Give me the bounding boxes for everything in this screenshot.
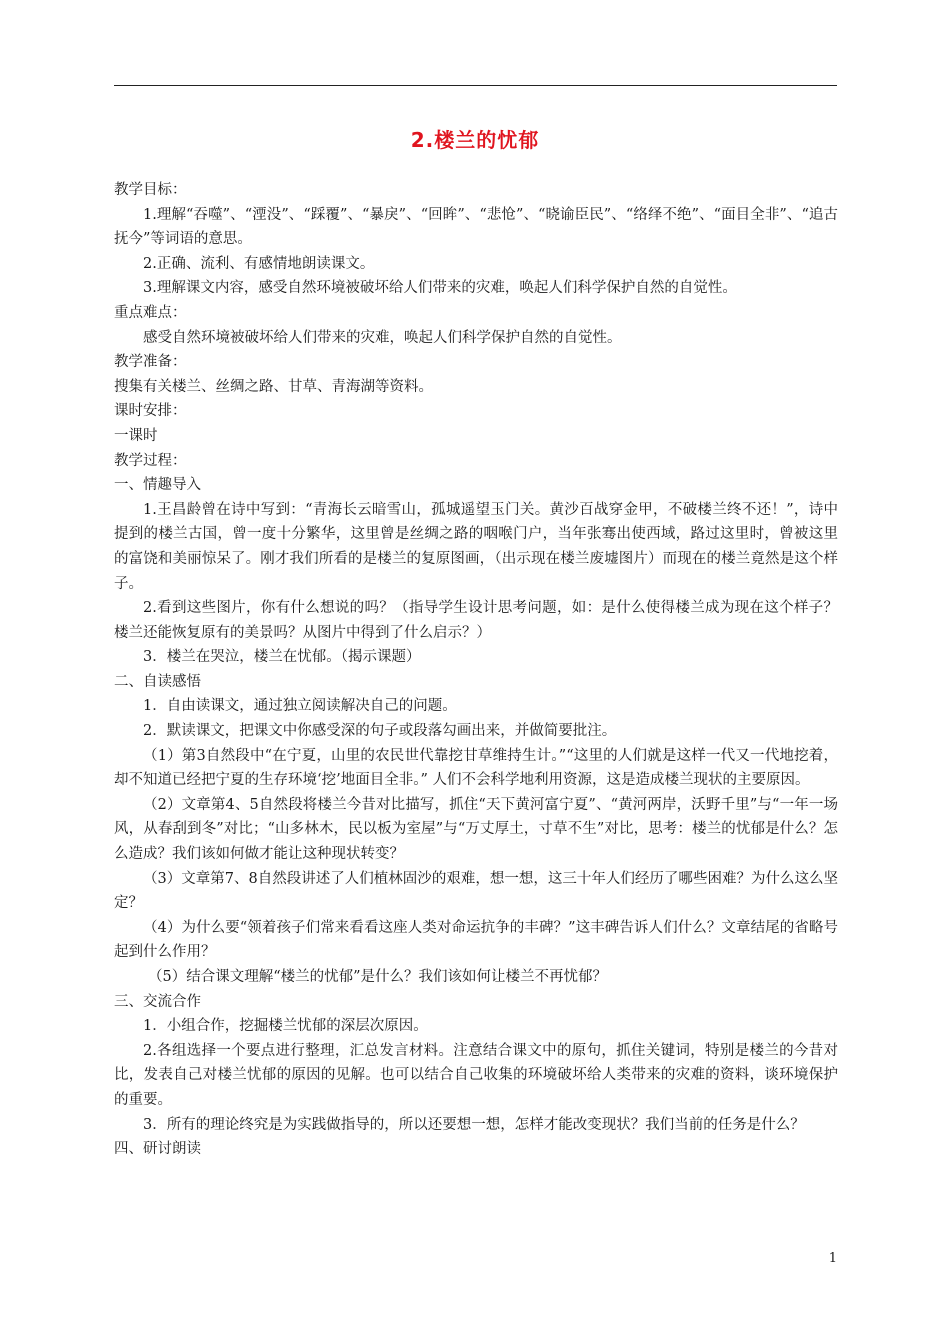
paragraph: 1．小组合作，挖掘楼兰忧郁的深层次原因。 xyxy=(143,1018,428,1035)
paragraph: 3．所有的理论终究是为实践做指导的，所以还要想一想，怎样才能改变现状？我们当前的任务是什么？ xyxy=(143,1116,805,1133)
paragraph: 2.各组选择一个要点进行整理，汇总发言材料。注意结合课文中的原句，抓住关键词，特别是楼兰的今昔对比，发表自己对楼兰忧郁的原因的见解。也可以结合自己收集的环境破坏给人类带来的灾难的资料，谈环境保护的重要。 xyxy=(114,1042,838,1108)
paragraph: 教学目标： xyxy=(114,182,187,198)
paragraph: （1）第3自然段中“在宁夏，山里的农民世代靠挖甘草维持生计。”“这里的人们就是这样一代又一代地挖着，却不知道已经把宁夏的生存环境‘挖’地面目全非。” 人们不会科学地利用资源，这是造成楼兰现状的主要原因。 xyxy=(114,747,838,789)
page-number: 1 xyxy=(828,1251,837,1266)
document-body xyxy=(114,178,838,1162)
paragraph: 一课时 xyxy=(114,427,158,444)
paragraph: 教学过程： xyxy=(114,452,187,469)
paragraph: 3.理解课文内容，感受自然环境被破坏给人们带来的灾难，唤起人们科学保护自然的自觉性。 xyxy=(143,280,737,297)
paragraph: 课时安排： xyxy=(114,403,187,420)
paragraph: 2．默读课文，把课文中你感受深的句子或段落勾画出来，并做简要批注。 xyxy=(143,723,617,740)
paragraph: 2.正确、流利、有感情地朗读课文。 xyxy=(143,255,375,272)
paragraph: 教学准备： xyxy=(114,354,187,371)
paragraph: 三、交流合作 xyxy=(114,993,201,1010)
paragraph: 1.理解“吞噬”、“湮没”、“踩覆”、“暴戾”、“回眸”、“悲怆”、“晓谕臣民”、“络绎不绝”、“面目全非”、“追古抚今”等词语的意思。 xyxy=(114,206,838,248)
paragraph: 四、研讨朗读 xyxy=(114,1141,201,1158)
paragraph: （3）文章第7、8自然段讲述了人们植林固沙的艰难，想一想，这三十年人们经历了哪些困难？为什么这么坚定？ xyxy=(114,870,838,912)
paragraph: 感受自然环境被破坏给人们带来的灾难，唤起人们科学保护自然的自觉性。 xyxy=(143,329,622,346)
paragraph: （4）为什么要“领着孩子们常来看看这座人类对命运抗争的丰碑？”这丰碑告诉人们什么？文章结尾的省略号起到什么作用？ xyxy=(114,919,838,961)
header-rule xyxy=(114,85,837,86)
paragraph: 搜集有关楼兰、丝绸之路、甘草、青海湖等资料。 xyxy=(114,378,433,395)
document-title: 2.楼兰的忧郁 xyxy=(410,128,540,152)
paragraph: 二、自读感悟 xyxy=(114,673,201,690)
paragraph: 3．楼兰在哭泣，楼兰在忧郁。（揭示课题） xyxy=(143,649,421,666)
paragraph: （5）结合课文理解“楼兰的忧郁”是什么？我们该如何让楼兰不再忧郁？ xyxy=(148,969,608,985)
paragraph: （2）文章第4、5自然段将楼兰今昔对比描写，抓住“天下黄河富宁夏”、“黄河两岸，沃野千里”与“一年一场风，从春刮到冬”对比；“山多林木，民以板为室屋”与“万丈厚土，寸草不生”对比，思考：楼兰的忧郁是什么？怎么造成？我们该如何做才能让这种现状转变？ xyxy=(114,796,838,863)
paragraph: 2.看到这些图片，你有什么想说的吗？（指导学生设计思考问题，如：是什么使得楼兰成为现在这个样子？楼兰还能恢复原有的美景吗？从图片中得到了什么启示？） xyxy=(114,600,838,641)
paragraph: 1．自由读课文，通过独立阅读解决自己的问题。 xyxy=(143,698,457,715)
paragraph: 一、情趣导入 xyxy=(114,477,201,494)
paragraph: 1.王昌龄曾在诗中写到：“青海长云暗雪山，孤城遥望玉门关。黄沙百战穿金甲，不破楼兰终不还！”，诗中提到的楼兰古国，曾一度十分繁华，这里曾是丝绸之路的咽喉门户，当年张骞出使西域，路过这里时，曾被这里的富饶和美丽惊呆了。刚才我们所看的是楼兰的复原图画，（出示现在楼兰废墟图片）而现在的楼兰竟然是这个样子。 xyxy=(114,501,838,592)
paragraph: 重点难点： xyxy=(114,304,187,321)
